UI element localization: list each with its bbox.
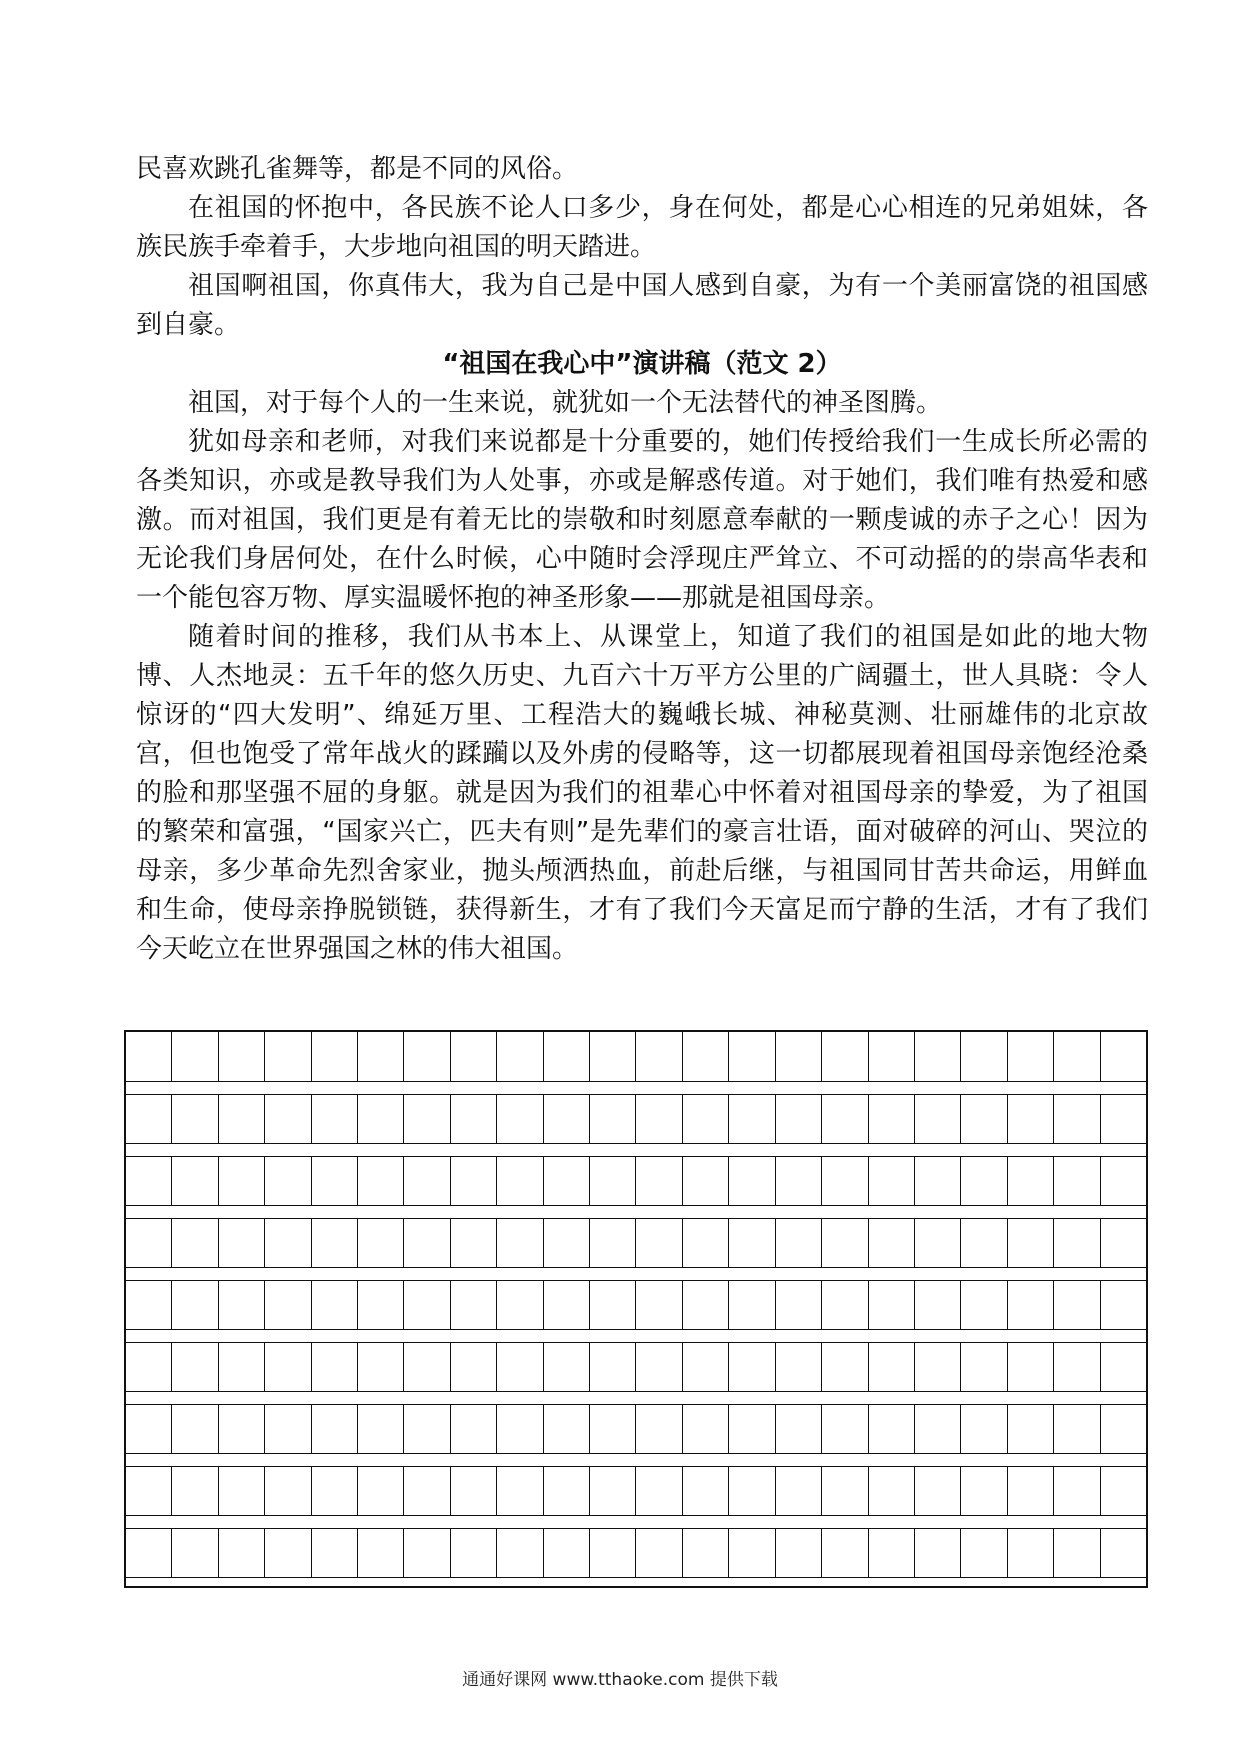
grid-cell [312,1218,358,1267]
grid-cell [544,1342,590,1391]
grid-cell [776,1218,822,1267]
grid-cell [822,1156,868,1205]
grid-cell [219,1466,265,1515]
grid-cell [1008,1528,1054,1577]
grid-cell [497,1156,543,1205]
grid-cell [1054,1404,1100,1453]
grid-cell [219,1094,265,1143]
grid-cell [683,1280,729,1329]
grid-cell [961,1404,1007,1453]
grid-cell [126,1280,172,1329]
grid-cell [1101,1528,1146,1577]
grid-cell [1054,1342,1100,1391]
grid-cell [312,1342,358,1391]
grid-cell [451,1280,497,1329]
grid-cell [1101,1094,1146,1143]
grid-cell [776,1280,822,1329]
grid-cell [451,1094,497,1143]
grid-cell [312,1032,358,1081]
grid-cell [636,1404,682,1453]
grid-cell [1054,1528,1100,1577]
grid-cell [451,1218,497,1267]
grid-cell [404,1342,450,1391]
grid-cell [683,1466,729,1515]
grid-cell [358,1342,404,1391]
grid-cell [265,1094,311,1143]
grid-cell [219,1528,265,1577]
grid-cell [822,1404,868,1453]
grid-cell [497,1466,543,1515]
grid-cell [358,1218,404,1267]
grid-cell [915,1280,961,1329]
grid-cell [1054,1280,1100,1329]
document-body [136,150,1148,969]
grid-cell [172,1280,218,1329]
grid-cell [265,1404,311,1453]
paragraph: 在祖国的怀抱中，各民族不论人口多少，身在何处，都是心心相连的兄弟姐妹，各族民族手牵着手，大步地向祖国的明天踏进。 [136,193,1148,262]
writing-grid [124,1030,1148,1588]
grid-cell [729,1404,775,1453]
grid-cell [172,1528,218,1577]
grid-cell [1008,1404,1054,1453]
grid-cell [497,1280,543,1329]
grid-cell [915,1218,961,1267]
grid-cell [915,1156,961,1205]
grid-cell [590,1528,636,1577]
grid-cell [358,1094,404,1143]
grid-cell [544,1528,590,1577]
grid-cell [126,1466,172,1515]
grid-cell [312,1466,358,1515]
grid-cell [822,1342,868,1391]
grid-cell [869,1466,915,1515]
grid-cell [544,1094,590,1143]
grid-cell [126,1342,172,1391]
grid-row [126,1094,1146,1144]
grid-cell [1008,1156,1054,1205]
grid-cell [1101,1218,1146,1267]
grid-row [126,1218,1146,1268]
grid-cell [1101,1156,1146,1205]
grid-cell [544,1404,590,1453]
grid-row [126,1404,1146,1454]
grid-cell [636,1466,682,1515]
grid-cell [544,1032,590,1081]
grid-cell [915,1404,961,1453]
grid-cell [265,1528,311,1577]
grid-cell [404,1466,450,1515]
grid-cell [1054,1094,1100,1143]
grid-cell [126,1218,172,1267]
grid-cell [915,1342,961,1391]
grid-cell [404,1094,450,1143]
paragraph: 祖国啊祖国，你真伟大，我为自己是中国人感到自豪，为有一个美丽富饶的祖国感到自豪。 [136,271,1148,340]
grid-cell [636,1528,682,1577]
grid-cell [776,1342,822,1391]
grid-cell [219,1342,265,1391]
grid-cell [729,1342,775,1391]
grid-cell [451,1156,497,1205]
grid-cell [822,1094,868,1143]
grid-cell [1054,1156,1100,1205]
grid-row [126,1032,1146,1082]
grid-cell [636,1218,682,1267]
grid-cell [219,1404,265,1453]
grid-cell [451,1528,497,1577]
grid-cell [961,1342,1007,1391]
grid-row [126,1156,1146,1206]
grid-cell [729,1466,775,1515]
grid-row-gap [126,1391,1146,1405]
grid-cell [1054,1466,1100,1515]
grid-cell [312,1094,358,1143]
grid-cell [451,1466,497,1515]
grid-cell [312,1528,358,1577]
grid-cell [1008,1094,1054,1143]
grid-cell [312,1404,358,1453]
grid-cell [404,1218,450,1267]
grid-cell [497,1032,543,1081]
grid-cell [776,1528,822,1577]
grid-cell [961,1280,1007,1329]
grid-cell [590,1404,636,1453]
paragraph: 民喜欢跳孔雀舞等，都是不同的风俗。 [136,154,579,184]
grid-cell [219,1032,265,1081]
grid-cell [869,1528,915,1577]
grid-cell [683,1342,729,1391]
grid-cell [1008,1342,1054,1391]
grid-cell [544,1280,590,1329]
grid-row [126,1466,1146,1516]
grid-cell [451,1342,497,1391]
grid-cell [126,1404,172,1453]
grid-cell [729,1156,775,1205]
grid-cell [822,1528,868,1577]
grid-cell [126,1032,172,1081]
grid-cell [404,1280,450,1329]
grid-cell [729,1032,775,1081]
grid-cell [404,1032,450,1081]
grid-cell [404,1156,450,1205]
footer-credit: 通通好课网 www.tthaoke.com 提供下载 [462,1670,778,1690]
grid-cell [776,1094,822,1143]
grid-cell [219,1156,265,1205]
grid-cell [1101,1342,1146,1391]
grid-cell [172,1342,218,1391]
grid-cell [636,1280,682,1329]
grid-cell [822,1466,868,1515]
grid-cell [1054,1218,1100,1267]
grid-cell [1008,1280,1054,1329]
grid-cell [172,1032,218,1081]
grid-cell [497,1218,543,1267]
grid-cell [172,1218,218,1267]
grid-cell [451,1404,497,1453]
grid-row-gap [126,1453,1146,1467]
grid-row-gap [126,1329,1146,1343]
grid-cell [915,1094,961,1143]
grid-cell [729,1218,775,1267]
grid-cell [869,1032,915,1081]
grid-cell [219,1218,265,1267]
grid-cell [590,1032,636,1081]
grid-cell [265,1032,311,1081]
grid-cell [265,1218,311,1267]
grid-cell [126,1156,172,1205]
grid-cell [1054,1032,1100,1081]
grid-cell [172,1094,218,1143]
grid-cell [776,1032,822,1081]
grid-cell [497,1094,543,1143]
grid-cell [961,1156,1007,1205]
grid-row-gap [126,1205,1146,1219]
grid-cell [312,1156,358,1205]
grid-cell [404,1404,450,1453]
grid-row-gap [126,1143,1146,1157]
grid-cell [915,1466,961,1515]
grid-cell [590,1280,636,1329]
grid-cell [1101,1404,1146,1453]
grid-cell [126,1528,172,1577]
grid-cell [915,1032,961,1081]
grid-cell [869,1280,915,1329]
grid-cell [172,1466,218,1515]
grid-cell [961,1094,1007,1143]
grid-cell [1101,1280,1146,1329]
grid-cell [961,1528,1007,1577]
grid-cell [683,1032,729,1081]
paragraph: 祖国，对于每个人的一生来说，就犹如一个无法替代的神圣图腾。 [188,388,943,418]
grid-cell [358,1404,404,1453]
grid-cell [265,1280,311,1329]
grid-cell [729,1280,775,1329]
grid-cell [869,1218,915,1267]
grid-cell [822,1218,868,1267]
grid-cell [1101,1466,1146,1515]
grid-cell [358,1528,404,1577]
grid-cell [961,1218,1007,1267]
grid-cell [358,1466,404,1515]
grid-cell [358,1032,404,1081]
grid-cell [590,1218,636,1267]
grid-cell [265,1342,311,1391]
grid-cell [544,1218,590,1267]
grid-cell [776,1466,822,1515]
grid-cell [497,1342,543,1391]
speech-title: “祖国在我心中”演讲稿（范文 2） [442,349,842,379]
grid-cell [312,1280,358,1329]
paragraph: 犹如母亲和老师，对我们来说都是十分重要的，她们传授给我们一生成长所必需的各类知识，亦或是教导我们为人处事，亦或是解惑传道。对于她们，我们唯有热爱和感激。而对祖国，我们更是有着无比的崇敬和时刻愿意奉献的一颗虔诚的赤子之心！因为无论我们身居何处，在什么时候，心中随时会浮现庄严耸立、不可动摇的的崇高华表和一个能包容万物、厚实温暖怀抱的神圣形象——那就是祖国母亲。 [136,427,1148,613]
grid-cell [915,1528,961,1577]
grid-cell [172,1156,218,1205]
grid-cell [961,1032,1007,1081]
grid-cell [961,1466,1007,1515]
grid-cell [1008,1218,1054,1267]
grid-cell [683,1404,729,1453]
grid-cell [729,1528,775,1577]
grid-cell [265,1156,311,1205]
grid-cell [358,1280,404,1329]
grid-cell [497,1528,543,1577]
grid-cell [683,1094,729,1143]
grid-cell [729,1094,775,1143]
grid-row [126,1280,1146,1330]
grid-cell [126,1094,172,1143]
grid-cell [265,1466,311,1515]
grid-cell [219,1280,265,1329]
grid-row [126,1342,1146,1392]
grid-cell [636,1094,682,1143]
grid-cell [636,1156,682,1205]
grid-cell [590,1342,636,1391]
grid-cell [358,1156,404,1205]
grid-cell [776,1404,822,1453]
grid-cell [1008,1466,1054,1515]
grid-cell [636,1032,682,1081]
grid-cell [404,1528,450,1577]
grid-cell [544,1156,590,1205]
grid-cell [1101,1032,1146,1081]
grid-row-gap [126,1081,1146,1095]
grid-cell [869,1342,915,1391]
grid-cell [451,1032,497,1081]
grid-cell [1008,1032,1054,1081]
grid-cell [869,1404,915,1453]
grid-cell [776,1156,822,1205]
grid-cell [869,1156,915,1205]
grid-cell [544,1466,590,1515]
grid-cell [683,1218,729,1267]
grid-cell [683,1528,729,1577]
grid-cell [683,1156,729,1205]
grid-cell [590,1094,636,1143]
grid-cell [172,1404,218,1453]
grid-cell [869,1094,915,1143]
grid-cell [590,1156,636,1205]
paragraph: 随着时间的推移，我们从书本上、从课堂上，知道了我们的祖国是如此的地大物博、人杰地灵：五千年的悠久历史、九百六十万平方公里的广阔疆土，世人具晓：令人惊讶的“四大发明”、绵延万里、工程浩大的巍峨长城、神秘莫测、壮丽雄伟的北京故宫，但也饱受了常年战火的蹂躏以及外虏的侵略等，这一切都展现着祖国母亲饱经沧桑的脸和那坚强不屈的身躯。就是因为我们的祖辈心中怀着对祖国母亲的挚爱，为了祖国的繁荣和富强，“国家兴亡，匹夫有则”是先辈们的豪言壮语，面对破碎的河山、哭泣的母亲，多少革命先烈舍家业，抛头颅洒热血，前赴后继，与祖国同甘苦共命运，用鲜血和生命，使母亲挣脱锁链，获得新生，才有了我们今天富足而宁静的生活，才有了我们今天屹立在世界强国之林的伟大祖国。 [136,622,1148,964]
grid-cell [497,1404,543,1453]
grid-row-gap [126,1515,1146,1529]
grid-cell [590,1466,636,1515]
grid-cell [822,1280,868,1329]
grid-cell [822,1032,868,1081]
grid-row [126,1528,1146,1578]
grid-row-gap [126,1267,1146,1281]
grid-cell [636,1342,682,1391]
